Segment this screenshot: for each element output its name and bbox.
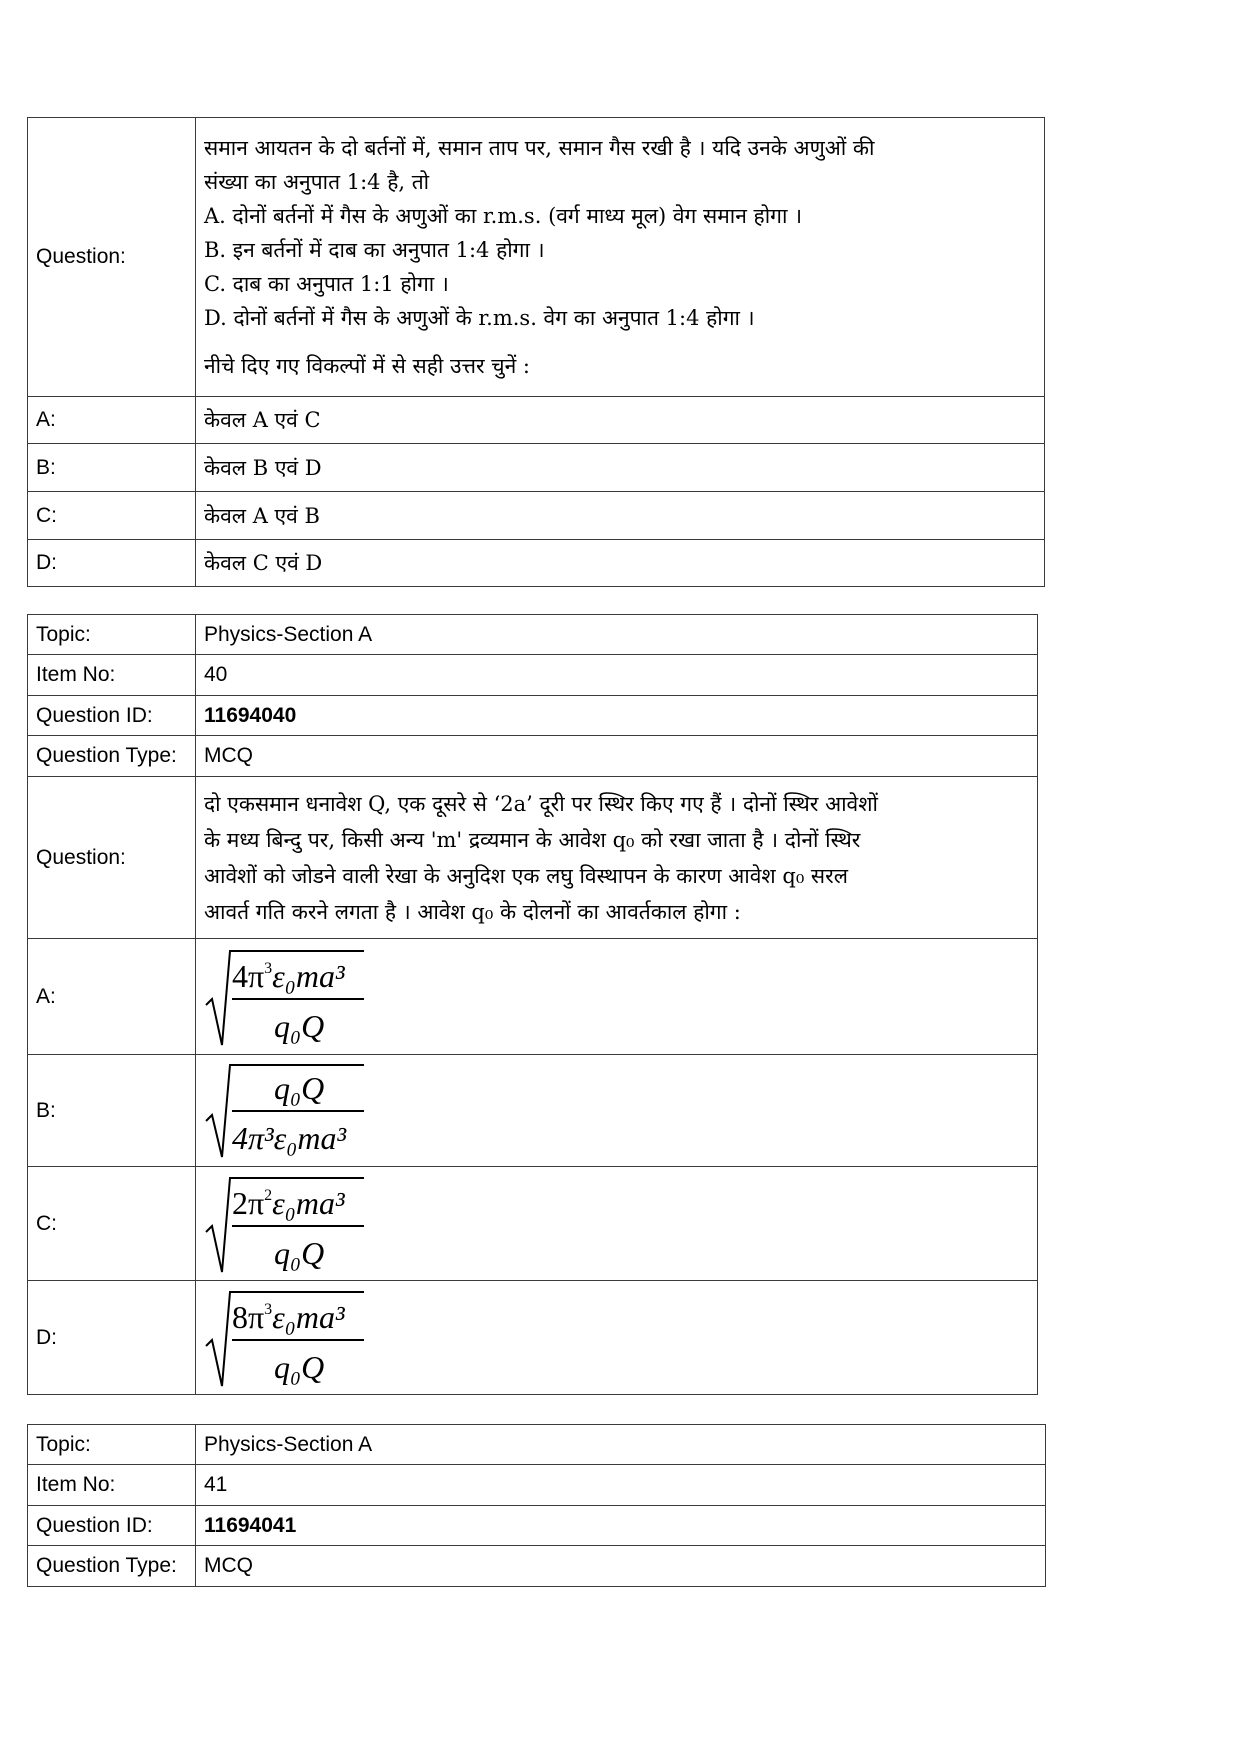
option-a-formula — [196, 939, 1038, 1055]
svg-text:2π2ε₀ma³: $2\pi^2\varepsilon_0ma^3$ — [232, 1184, 345, 1221]
option-b-formula — [196, 1055, 1038, 1167]
question-41-table — [27, 1424, 1046, 1587]
question-line: A. दोनों बर्तनों में गैस के अणुओं का r.m.s. (वर्ग माध्य मूल) वेग समान होगा । — [204, 204, 803, 228]
topic-label: Topic: — [28, 615, 196, 655]
option-b-label: B: — [28, 444, 196, 492]
question-label: Question: — [28, 777, 196, 939]
option-a-text: केवल A एवं C — [196, 397, 1045, 444]
question-line: C. दाब का अनुपात 1:1 होगा । — [204, 272, 449, 296]
sqrt-formula-d — [204, 1286, 374, 1390]
question-id-value: 11694041 — [196, 1506, 1046, 1546]
question-line: संख्या का अनुपात 1:4 है, तो — [204, 170, 430, 194]
numerator: q₀Q — [274, 1069, 325, 1106]
question-type-value: MCQ — [196, 1546, 1046, 1587]
option-d-label: D: — [28, 1281, 196, 1395]
question-40-table — [27, 614, 1038, 1395]
question-line: दो एकसमान धनावेश Q, एक दूसरे से ‘2a’ दूरी पर स्थिर किए गए हैं । दोनों स्थिर आवेशों — [204, 791, 878, 816]
option-c-label: C: — [28, 492, 196, 540]
option-c-formula — [196, 1167, 1038, 1281]
question-type-label: Question Type: — [28, 1546, 196, 1587]
question-line: D. दोनों बर्तनों में गैस के अणुओं के r.m.s. वेग का अनुपात 1:4 होगा । — [204, 306, 755, 330]
numerator-coef: 2π — [232, 1184, 265, 1221]
question-type-value: MCQ — [196, 736, 1038, 777]
numerator-coef: 8π — [232, 1298, 265, 1335]
option-d-label: D: — [28, 540, 196, 587]
instruction-line: नीचे दिए गए विकल्पों में से सही उत्तर चुनें : — [204, 354, 530, 378]
denominator: 4π³ε₀ma³ — [232, 1119, 347, 1156]
denominator: q₀Q — [274, 1234, 325, 1271]
question-line: समान आयतन के दो बर्तनों में, समान ताप पर, समान गैस रखी है । यदि उनके अणुओं की — [204, 136, 875, 160]
svg-text:4π3ε₀ma³: $4\pi^3\varepsilon_0ma^3$ — [232, 957, 345, 994]
option-d-formula — [196, 1281, 1038, 1395]
topic-label: Topic: — [28, 1425, 196, 1465]
question-line: आवेशों को जोडने वाली रेखा के अनुदिश एक लघु विस्थापन के कारण आवेश q₀ सरल — [204, 863, 848, 888]
question-type-label: Question Type: — [28, 736, 196, 777]
item-no-label: Item No: — [28, 1465, 196, 1506]
option-c-text: केवल A एवं B — [196, 492, 1045, 540]
option-d-text: केवल C एवं D — [196, 540, 1045, 587]
item-no-value: 40 — [196, 655, 1038, 696]
question-39-table — [27, 117, 1045, 587]
numerator-coef: 4π — [232, 957, 265, 994]
denominator: q₀Q — [274, 1348, 325, 1385]
sqrt-formula-b — [204, 1061, 374, 1161]
item-no-label: Item No: — [28, 655, 196, 696]
option-a-label: A: — [28, 397, 196, 444]
question-text — [196, 118, 1045, 397]
option-b-text: केवल B एवं D — [196, 444, 1045, 492]
question-line: के मध्य बिन्दु पर, किसी अन्य 'm' द्रव्यमान के आवेश q₀ को रखा जाता है । दोनों स्थिर — [204, 827, 861, 852]
topic-value: Physics-Section A — [196, 615, 1038, 655]
svg-text:8π3ε₀ma³: $8\pi^3\varepsilon_0ma^3$ — [232, 1298, 345, 1335]
question-id-label: Question ID: — [28, 1506, 196, 1546]
option-b-label: B: — [28, 1055, 196, 1167]
option-c-label: C: — [28, 1167, 196, 1281]
question-id-label: Question ID: — [28, 696, 196, 736]
denominator: q₀Q — [274, 1007, 325, 1044]
question-id-value: 11694040 — [196, 696, 1038, 736]
topic-value: Physics-Section A — [196, 1425, 1046, 1465]
question-text — [196, 777, 1038, 939]
question-line: B. इन बर्तनों में दाब का अनुपात 1:4 होगा । — [204, 238, 545, 262]
question-label: Question: — [28, 118, 196, 397]
sqrt-formula-a — [204, 945, 374, 1049]
option-a-label: A: — [28, 939, 196, 1055]
sqrt-formula-c — [204, 1172, 374, 1276]
item-no-value: 41 — [196, 1465, 1046, 1506]
question-line: आवर्त गति करने लगता है । आवेश q₀ के दोलनों का आवर्तकाल होगा : — [204, 899, 741, 924]
